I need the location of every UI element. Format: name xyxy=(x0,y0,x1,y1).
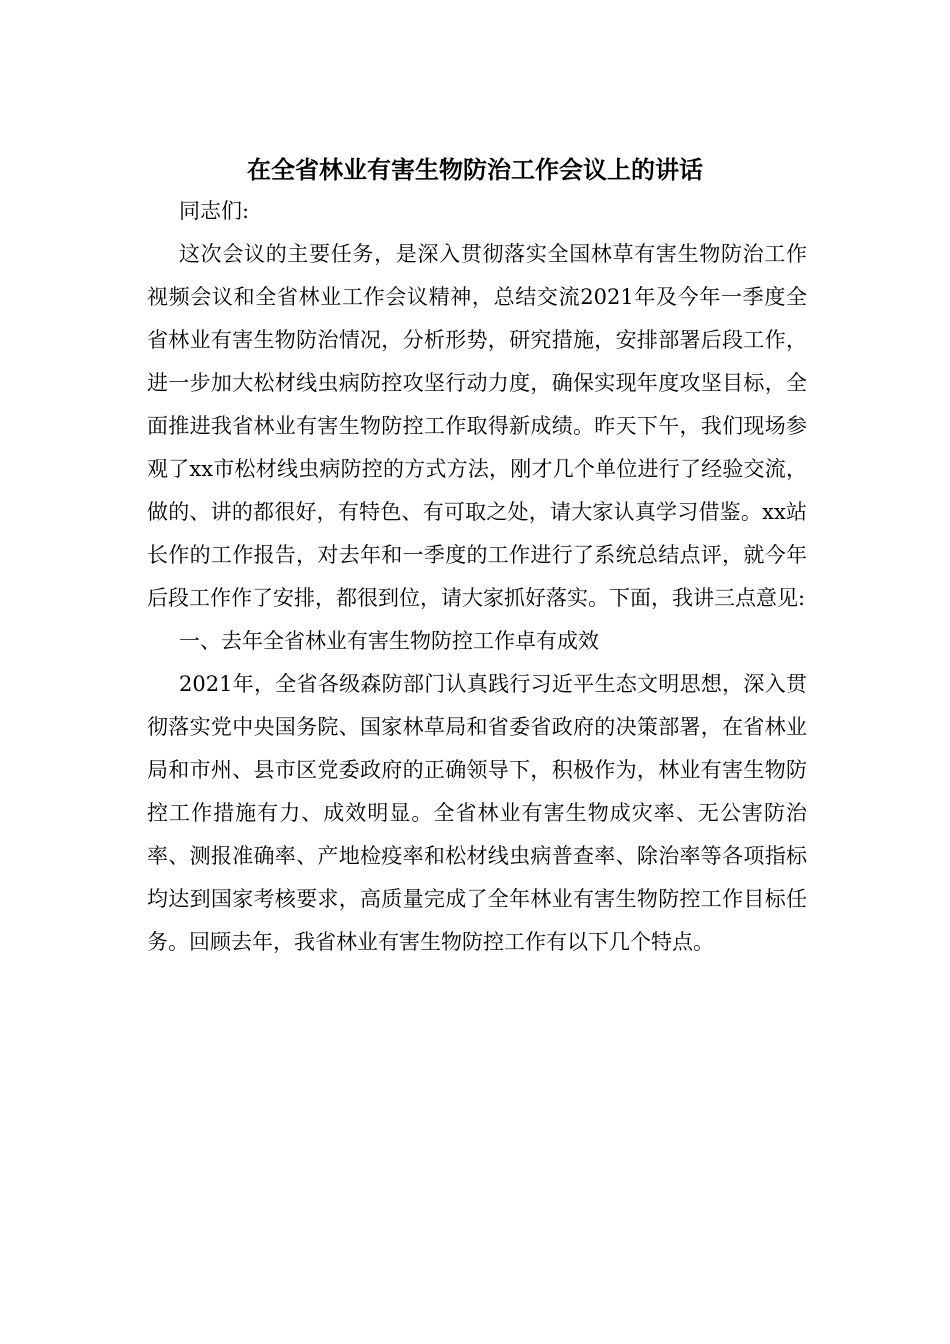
paragraph-review: 2021年，全省各级森防部门认真践行习近平生态文明思想，深入贯彻落实党中央国务院、国家林草局和省委省政府的决策部署，在省林业局和市州、县市区党委政府的正确领导下，积极作为，林业有害生物防控工作措施有力、成效明显。全省林业有害生物成灾率、无公害防治率、测报准确率、产地检疫率和松材线虫病普查率、除治率等各项指标均达到国家考核要求，高质量完成了全年林业有害生物防控工作目标任务。回顾去年，我省林业有害生物防控工作有以下几个特点。 xyxy=(147,672,807,954)
paragraph-intro: 这次会议的主要任务，是深入贯彻落实全国林草有害生物防治工作视频会议和全省林业工作会议精神，总结交流2021年及今年一季度全省林业有害生物防治情况，分析形势，研究措施，安排部署后段工作，进一步加大松材线虫病防控攻坚行动力度，确保实现年度攻坚目标，全面推进我省林业有害生物防控工作取得新成绩。昨天下午，我们现场参观了xx市松材线虫病防控的方式方法，刚才几个单位进行了经验交流，做的、讲的都很好，有特色、有可取之处，请大家认真学习借鉴。xx站长作的工作报告，对去年和一季度的工作进行了系统总结点评，就今年后段工作作了安排，都很到位，请大家抓好落实。下面，我讲三点意见: xyxy=(147,242,807,610)
section-heading: 一、去年全省林业有害生物防控工作卓有成效 xyxy=(179,629,599,653)
document-title: 在全省林业有害生物防治工作会议上的讲话 xyxy=(247,155,703,184)
salutation: 同志们: xyxy=(179,199,250,223)
document-body xyxy=(147,190,807,964)
